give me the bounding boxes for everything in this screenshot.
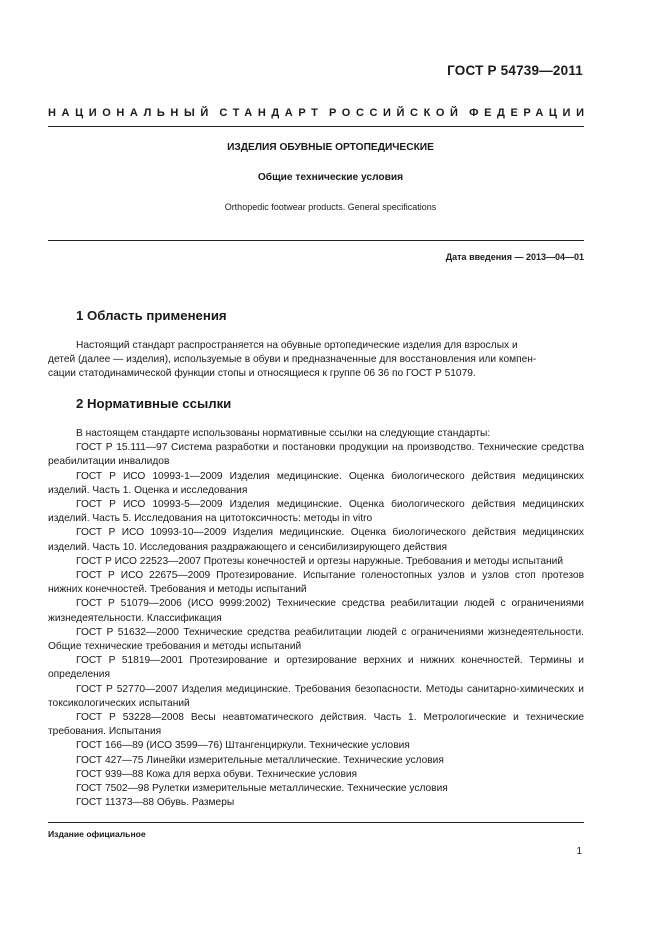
reference-item: ГОСТ Р 51079—2006 (ИСО 9999:2002) Технические средства реабилитации людей с ограничениями жизнедеятельности. Классификация bbox=[48, 598, 584, 624]
standard-code: ГОСТ Р 54739—2011 bbox=[447, 63, 583, 78]
reference-item: ГОСТ Р ИСО 10993-5—2009 Изделия медицинские. Оценка биологического действия медицинских изделий. Часть 5. Исследования на цитотоксичность: методы in vitro bbox=[48, 499, 584, 525]
reference-item: ГОСТ Р 51819—2001 Протезирование и ортезирование верхних и нижних конечностей. Термины и определения bbox=[48, 655, 584, 681]
banner-word: НАЦИОНАЛЬНЫЙ bbox=[48, 107, 214, 119]
text-line: сации статодинамической функции стопы и относящиеся к группе 06 36 по ГОСТ Р 51079. bbox=[48, 368, 476, 380]
reference-item: ГОСТ Р 52770—2007 Изделия медицинские. Требования безопасности. Методы санитарно-химических и токсикологических испытаний bbox=[48, 683, 584, 709]
references-intro: В настоящем стандарте использованы нормативные ссылки на следующие стандарты: bbox=[76, 428, 491, 439]
reference-item: ГОСТ Р ИСО 22675—2009 Протезирование. Испытание голеностопных узлов и узлов стоп протезов нижних конечностей. Требования и методы испытаний bbox=[48, 570, 584, 596]
banner-word: ФЕДЕРАЦИИ bbox=[469, 107, 590, 119]
document-title-english: Orthopedic footwear products. General specifications bbox=[224, 202, 437, 212]
reference-item: ГОСТ Р ИСО 22523—2007 Протезы конечностей и ортезы наружные. Требования и методы испытаний bbox=[76, 555, 564, 567]
introduction-date: Дата введения — 2013—04—01 bbox=[445, 252, 584, 262]
edition-note: Издание официальное bbox=[48, 829, 146, 839]
section-2-heading: 2 Нормативные ссылки bbox=[76, 396, 232, 411]
reference-item: ГОСТ 7502—98 Рулетки измерительные металлические. Технические условия bbox=[76, 783, 448, 795]
references-list bbox=[48, 427, 584, 810]
page-number: 1 bbox=[576, 846, 582, 857]
section-1-heading: 1 Область применения bbox=[76, 308, 227, 323]
reference-item: ГОСТ 939—88 Кожа для верха обуви. Технические условия bbox=[76, 768, 358, 780]
reference-item: ГОСТ Р ИСО 10993-10—2009 Изделия медицинские. Оценка биологического действия медицинских изделий. Часть 10. Исследования раздражающего и сенсибилизирующего действия bbox=[48, 527, 584, 553]
section-1-text bbox=[48, 339, 584, 382]
banner-word: РОССИЙСКОЙ bbox=[329, 107, 464, 119]
reference-item: ГОСТ 11373—88 Обувь. Размеры bbox=[76, 797, 235, 809]
title-divider bbox=[48, 240, 584, 241]
reference-item: ГОСТ 166—89 (ИСО 3599—76) Штангенциркули. Технические условия bbox=[76, 740, 410, 752]
reference-item: ГОСТ 427—75 Линейки измерительные металлические. Технические условия bbox=[76, 754, 444, 766]
national-standard-banner bbox=[48, 107, 590, 119]
banner-word: СТАНДАРТ bbox=[219, 107, 324, 119]
reference-item: ГОСТ Р ИСО 10993-1—2009 Изделия медицинские. Оценка биологического действия медицинских изделий. Часть 1. Оценка и исследования bbox=[48, 470, 584, 496]
header-divider bbox=[48, 126, 584, 127]
text-line: детей (далее — изделия), используемые в обуви и предназначенные для восстановления или компен- bbox=[48, 354, 537, 366]
footer-divider bbox=[48, 822, 584, 823]
reference-item: ГОСТ Р 15.111—97 Система разработки и постановки продукции на производство. Технические средства реабилитации инвалидов bbox=[48, 442, 584, 468]
text-line: Настоящий стандарт распространяется на обувные ортопедические изделия для взрослых и bbox=[76, 340, 518, 351]
document-title: ИЗДЕЛИЯ ОБУВНЫЕ ОРТОПЕДИЧЕСКИЕ bbox=[227, 142, 434, 153]
reference-item: ГОСТ Р 53228—2008 Весы неавтоматического действия. Часть 1. Метрологические и технические требования. Испытания bbox=[48, 712, 584, 738]
reference-item: ГОСТ Р 51632—2000 Технические средства реабилитации людей с ограничениями жизнедеятельности. Общие технические требования и методы испытаний bbox=[48, 626, 584, 653]
document-subtitle: Общие технические условия bbox=[257, 172, 404, 183]
